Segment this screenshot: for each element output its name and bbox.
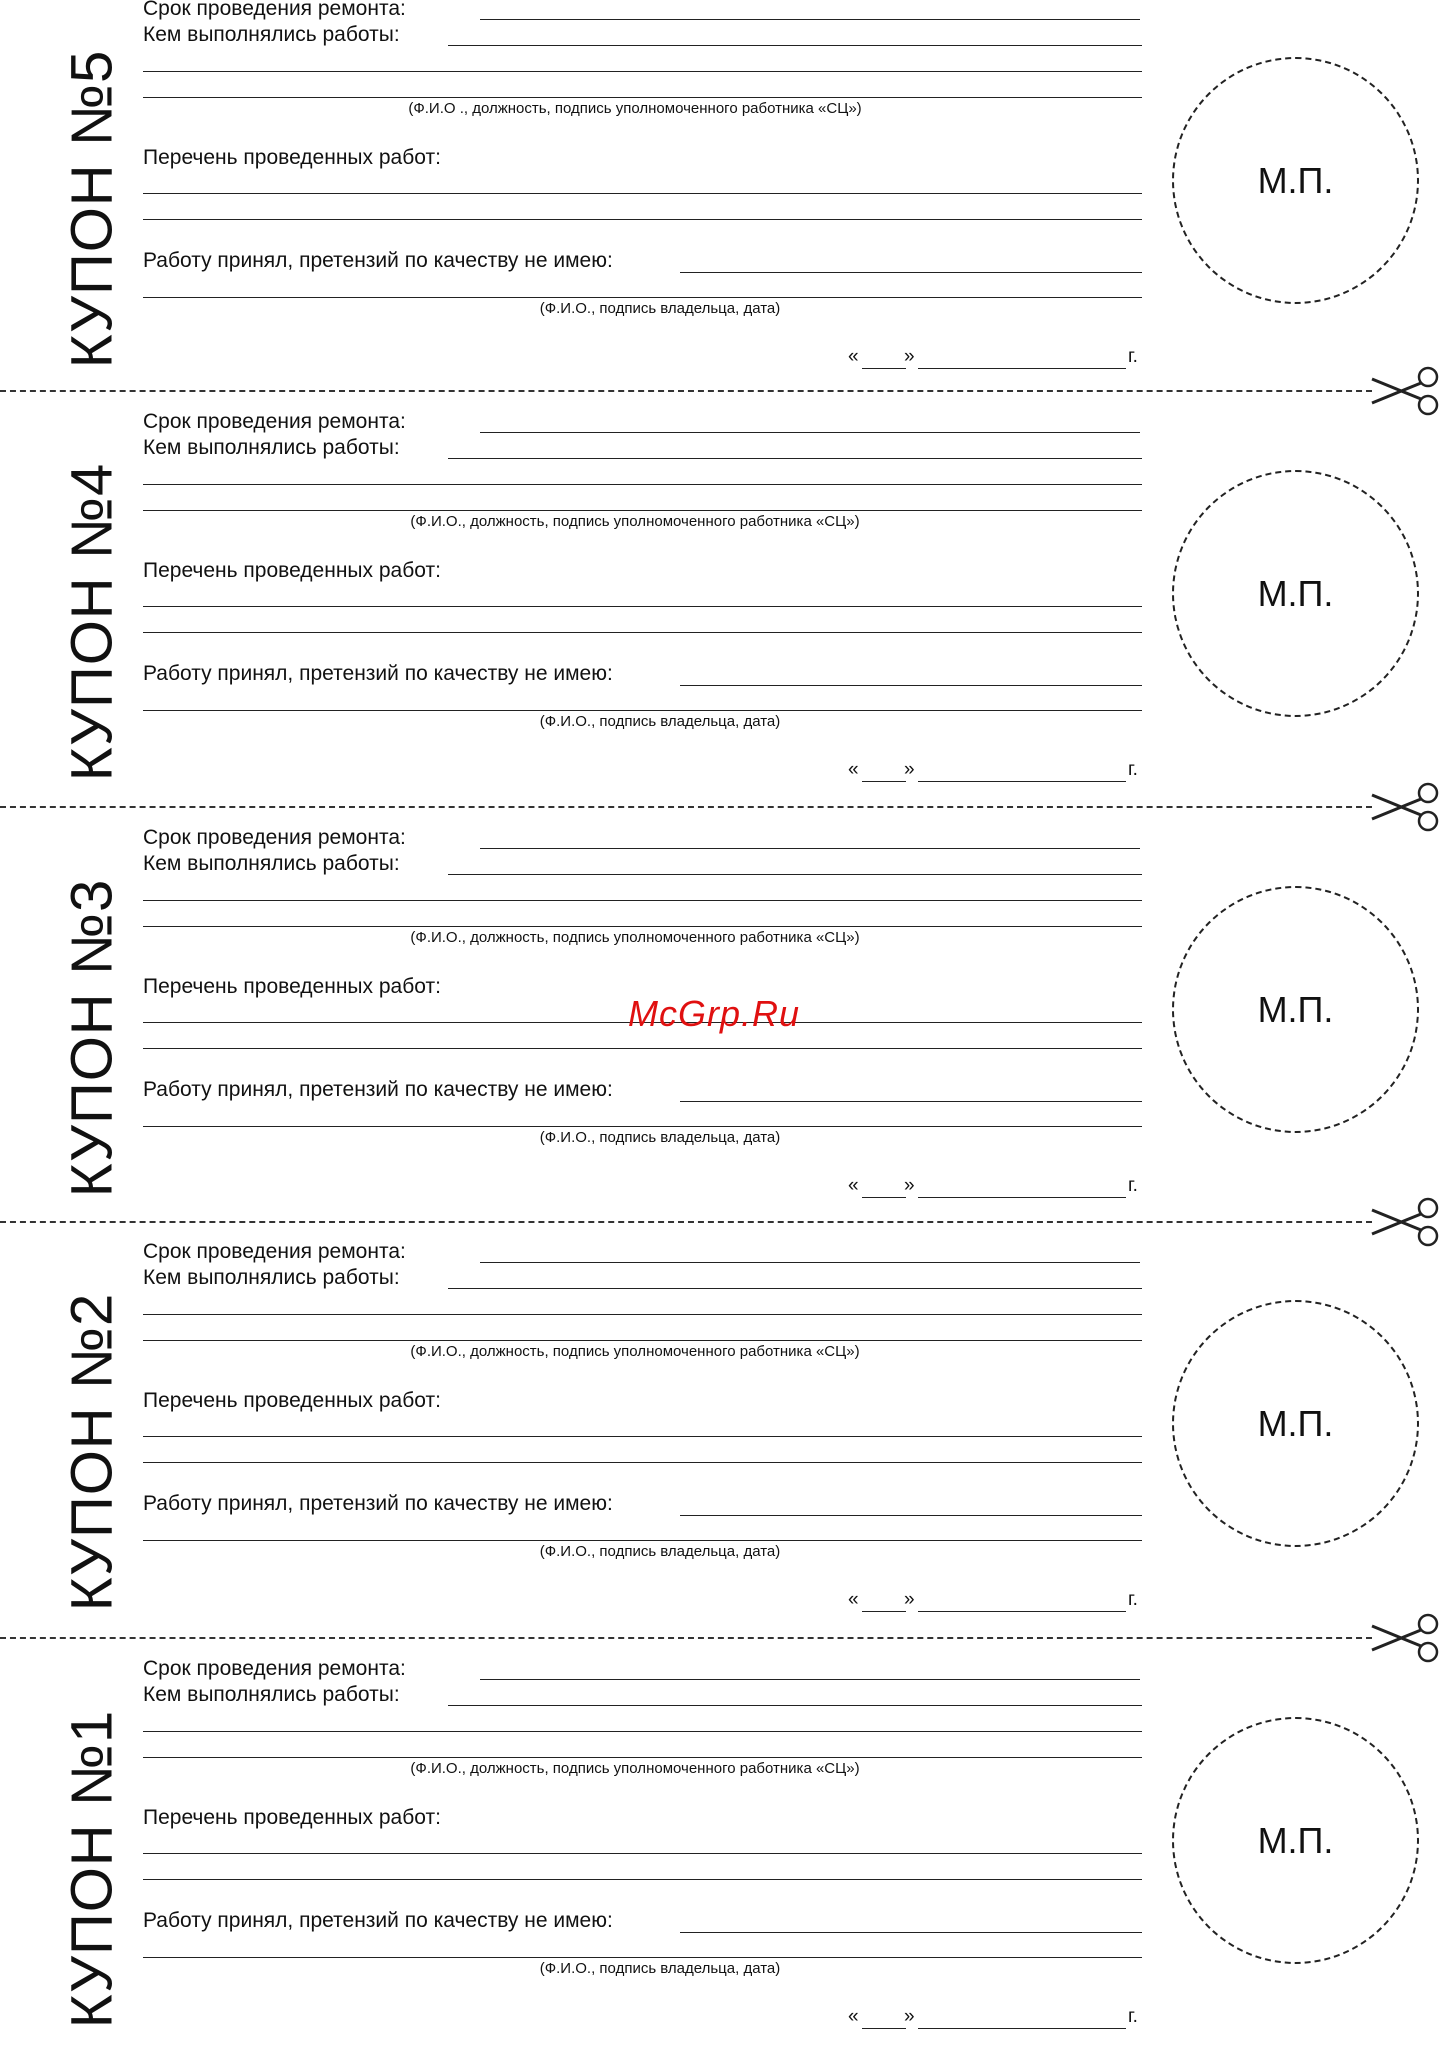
coupon-title: КУПОН №1 (59, 1709, 125, 2029)
work-list-field-2[interactable] (143, 1879, 1142, 1880)
performed-by-field-2[interactable] (143, 71, 1142, 72)
date-day-field[interactable] (862, 1611, 906, 1612)
date-open-quote: « (848, 1589, 859, 1610)
performed-by-field-3[interactable] (143, 97, 1142, 98)
cut-line (0, 1637, 1372, 1639)
date-day-field[interactable] (862, 1197, 906, 1198)
date-month-field[interactable] (918, 781, 1126, 782)
owner-caption: (Ф.И.О., подпись владельца, дата) (539, 1129, 781, 1146)
date-close-quote: » (904, 1175, 915, 1196)
stamp-area (1172, 57, 1419, 304)
date-month-field[interactable] (918, 1197, 1126, 1198)
staff-caption: (Ф.И.О ., должность, подпись уполномоченного работника «СЦ») (408, 100, 862, 117)
accepted-field[interactable] (680, 1932, 1142, 1933)
date-open-quote: « (848, 346, 859, 367)
staff-caption: (Ф.И.О., должность, подпись уполномоченного работника «СЦ») (410, 1343, 860, 1360)
coupon-5 (0, 0, 1444, 412)
performed-by-field-2[interactable] (143, 900, 1142, 901)
performed-by-label: Кем выполнялись работы: (143, 436, 400, 459)
date-open-quote: « (848, 1175, 859, 1196)
performed-by-label: Кем выполнялись работы: (143, 23, 400, 46)
coupon-4 (0, 410, 1444, 825)
accepted-label: Работу принял, претензий по качеству не имею: (143, 1078, 613, 1101)
performed-by-field-3[interactable] (143, 1340, 1142, 1341)
accepted-label: Работу принял, претензий по качеству не имею: (143, 1909, 613, 1932)
owner-signature-field[interactable] (143, 297, 1142, 298)
date-day-field[interactable] (862, 2028, 906, 2029)
performed-by-label: Кем выполнялись работы: (143, 852, 400, 875)
staff-caption: (Ф.И.О., должность, подпись уполномоченного работника «СЦ») (410, 513, 860, 530)
date-day-field[interactable] (862, 368, 906, 369)
date-year-suffix: г. (1128, 346, 1138, 367)
staff-caption: (Ф.И.О., должность, подпись уполномоченного работника «СЦ») (410, 1760, 860, 1777)
date-close-quote: » (904, 759, 915, 780)
stamp-label: М.П. (1257, 1819, 1334, 1861)
date-month-field[interactable] (918, 368, 1126, 369)
owner-signature-field[interactable] (143, 710, 1142, 711)
work-list-field[interactable] (143, 1436, 1142, 1437)
performed-by-field-3[interactable] (143, 1757, 1142, 1758)
performed-by-field-2[interactable] (143, 1314, 1142, 1315)
date-close-quote: » (904, 346, 915, 367)
performed-by-field[interactable] (448, 1288, 1142, 1289)
date-month-field[interactable] (918, 1611, 1126, 1612)
repair-period-label: Срок проведения ремонта: (143, 1657, 406, 1680)
work-list-field-2[interactable] (143, 1462, 1142, 1463)
performed-by-field[interactable] (448, 874, 1142, 875)
cut-line (0, 390, 1372, 392)
performed-by-label: Кем выполнялись работы: (143, 1266, 400, 1289)
work-list-field[interactable] (143, 193, 1142, 194)
date-year-suffix: г. (1128, 1589, 1138, 1610)
date-day-field[interactable] (862, 781, 906, 782)
date-open-quote: « (848, 2006, 859, 2027)
repair-period-label: Срок проведения ремонта: (143, 0, 406, 20)
performed-by-field[interactable] (448, 458, 1142, 459)
work-list-label: Перечень проведенных работ: (143, 1389, 441, 1412)
accepted-label: Работу принял, претензий по качеству не имею: (143, 1492, 613, 1515)
repair-period-label: Срок проведения ремонта: (143, 410, 406, 433)
date-close-quote: » (904, 1589, 915, 1610)
accepted-field[interactable] (680, 685, 1142, 686)
date-year-suffix: г. (1128, 759, 1138, 780)
stamp-area (1172, 470, 1419, 717)
coupon-1 (0, 1657, 1444, 2072)
stamp-area (1172, 886, 1419, 1133)
coupon-2 (0, 1240, 1444, 1655)
owner-caption: (Ф.И.О., подпись владельца, дата) (539, 300, 781, 317)
stamp-area (1172, 1300, 1419, 1547)
accepted-label: Работу принял, претензий по качеству не имею: (143, 249, 613, 272)
cut-line (0, 806, 1372, 808)
cut-line (0, 1221, 1372, 1223)
coupon-title: КУПОН №4 (59, 462, 125, 782)
owner-signature-field[interactable] (143, 1126, 1142, 1127)
date-close-quote: » (904, 2006, 915, 2027)
date-year-suffix: г. (1128, 1175, 1138, 1196)
work-list-field[interactable] (143, 606, 1142, 607)
coupon-title: КУПОН №3 (59, 878, 125, 1198)
stamp-label: М.П. (1257, 159, 1334, 201)
work-list-label: Перечень проведенных работ: (143, 559, 441, 582)
work-list-field-2[interactable] (143, 219, 1142, 220)
repair-period-field[interactable] (480, 19, 1140, 20)
performed-by-field[interactable] (448, 1705, 1142, 1706)
repair-period-field[interactable] (480, 432, 1140, 433)
performed-by-field-3[interactable] (143, 926, 1142, 927)
accepted-field[interactable] (680, 272, 1142, 273)
work-list-field-2[interactable] (143, 1048, 1142, 1049)
date-month-field[interactable] (918, 2028, 1126, 2029)
staff-caption: (Ф.И.О., должность, подпись уполномоченного работника «СЦ») (410, 929, 860, 946)
stamp-label: М.П. (1257, 988, 1334, 1030)
repair-period-field[interactable] (480, 848, 1140, 849)
repair-period-label: Срок проведения ремонта: (143, 826, 406, 849)
stamp-label: М.П. (1257, 1402, 1334, 1444)
coupon-title: КУПОН №5 (59, 49, 125, 369)
owner-signature-field[interactable] (143, 1957, 1142, 1958)
work-list-label: Перечень проведенных работ: (143, 146, 441, 169)
watermark: McGrp.Ru (628, 993, 801, 1034)
owner-caption: (Ф.И.О., подпись владельца, дата) (539, 1543, 781, 1560)
date-year-suffix: г. (1128, 2006, 1138, 2027)
coupon-title: КУПОН №2 (59, 1292, 125, 1612)
accepted-label: Работу принял, претензий по качеству не имею: (143, 662, 613, 685)
accepted-field[interactable] (680, 1515, 1142, 1516)
performed-by-field[interactable] (448, 45, 1142, 46)
performed-by-field-3[interactable] (143, 510, 1142, 511)
repair-period-field[interactable] (480, 1262, 1140, 1263)
stamp-area (1172, 1717, 1419, 1964)
performed-by-field-2[interactable] (143, 1731, 1142, 1732)
stamp-label: М.П. (1257, 572, 1334, 614)
owner-signature-field[interactable] (143, 1540, 1142, 1541)
date-open-quote: « (848, 759, 859, 780)
performed-by-label: Кем выполнялись работы: (143, 1683, 400, 1706)
owner-caption: (Ф.И.О., подпись владельца, дата) (539, 1960, 781, 1977)
work-list-field-2[interactable] (143, 632, 1142, 633)
work-list-label: Перечень проведенных работ: (143, 1806, 441, 1829)
accepted-field[interactable] (680, 1101, 1142, 1102)
repair-period-label: Срок проведения ремонта: (143, 1240, 406, 1263)
owner-caption: (Ф.И.О., подпись владельца, дата) (539, 713, 781, 730)
performed-by-field-2[interactable] (143, 484, 1142, 485)
work-list-label: Перечень проведенных работ: (143, 975, 441, 998)
repair-period-field[interactable] (480, 1679, 1140, 1680)
work-list-field[interactable] (143, 1853, 1142, 1854)
